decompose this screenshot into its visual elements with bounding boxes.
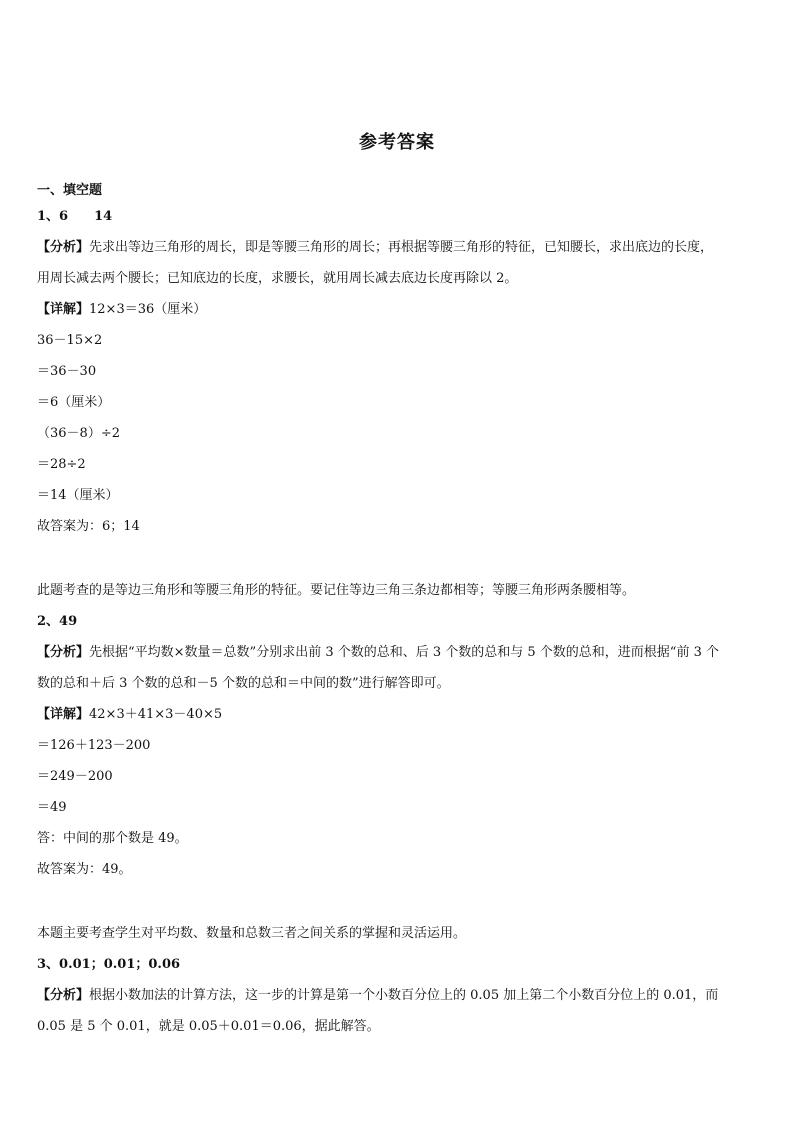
q1-step: 36－15×2 <box>37 333 103 348</box>
analysis-tag: 【分析】 <box>37 988 90 1003</box>
q2-analysis-text-1: 先根据“平均数×数量＝总数”分别求出前 3 个数的总和、后 3 个数的总和与 5 个数的总和，进而根据“前 3 个 <box>89 645 719 660</box>
q1-detail-line <box>37 302 762 318</box>
q1-step: ＝28÷2 <box>37 457 86 472</box>
q2-answer-line: 2、49 <box>37 614 78 629</box>
q1-step: （36－8）÷2 <box>37 426 120 441</box>
detail-tag: 【详解】 <box>37 707 90 722</box>
section-heading: 一、填空题 <box>37 183 103 198</box>
analysis-tag: 【分析】 <box>37 645 90 660</box>
q2-detail-text: 42×3＋41×3－40×5 <box>89 707 223 722</box>
q2-step: ＝249－200 <box>37 769 113 784</box>
q1-analysis-text-1: 先求出等边三角形的周长，即是等腰三角形的周长；再根据等腰三角形的特征，已知腰长，求出底边的长度， <box>89 240 714 255</box>
page-title: 参考答案 <box>359 132 435 153</box>
q1-summary: 此题考查的是等边三角形和等腰三角形的特征。要记住等边三角三条边都相等；等腰三角形两条腰相等。 <box>37 583 636 598</box>
q3-analysis-line-2: 0.05 是 5 个 0.01，就是 0.05＋0.01＝0.06，据此解答。 <box>37 1019 380 1034</box>
q1-analysis-line-1 <box>37 240 762 256</box>
q1-answer-line <box>37 209 762 225</box>
analysis-tag: 【分析】 <box>37 240 90 255</box>
q1-label-second: 14 <box>94 209 113 224</box>
q2-step: ＝49 <box>37 800 67 815</box>
q3-analysis-text-1: 根据小数加法的计算方法，这一步的计算是第一个小数百分位上的 0.05 加上第二个小数百分位上的 0.01，而 <box>89 988 719 1003</box>
q1-analysis-line-2: 用周长减去两个腰长；已知底边的长度，求腰长，就用周长减去底边长度再除以 2。 <box>37 271 518 286</box>
q3-answer-line: 3、0.01；0.01；0.06 <box>37 957 181 972</box>
q2-step: ＝126＋123－200 <box>37 738 151 753</box>
q2-final-answer: 故答案为：49。 <box>37 862 132 877</box>
q2-analysis-line-1 <box>37 645 762 661</box>
q2-reply: 答：中间的那个数是 49。 <box>37 831 188 846</box>
q1-detail-text: 12×3＝36（厘米） <box>89 302 207 317</box>
q2-summary: 本题主要考查学生对平均数、数量和总数三者之间关系的掌握和灵活运用。 <box>37 926 467 941</box>
q1-step: ＝6（厘米） <box>37 395 111 410</box>
q3-analysis-line-1 <box>37 988 762 1004</box>
q1-final-answer: 故答案为：6；14 <box>37 519 140 534</box>
q2-detail-line <box>37 707 762 723</box>
detail-tag: 【详解】 <box>37 302 90 317</box>
q1-label: 1、6 <box>37 209 69 224</box>
q1-step: ＝14（厘米） <box>37 488 119 503</box>
q2-analysis-line-2: 数的总和＋后 3 个数的总和－5 个数的总和＝中间的数”进行解答即可。 <box>37 676 450 691</box>
q1-step: ＝36－30 <box>37 364 97 379</box>
